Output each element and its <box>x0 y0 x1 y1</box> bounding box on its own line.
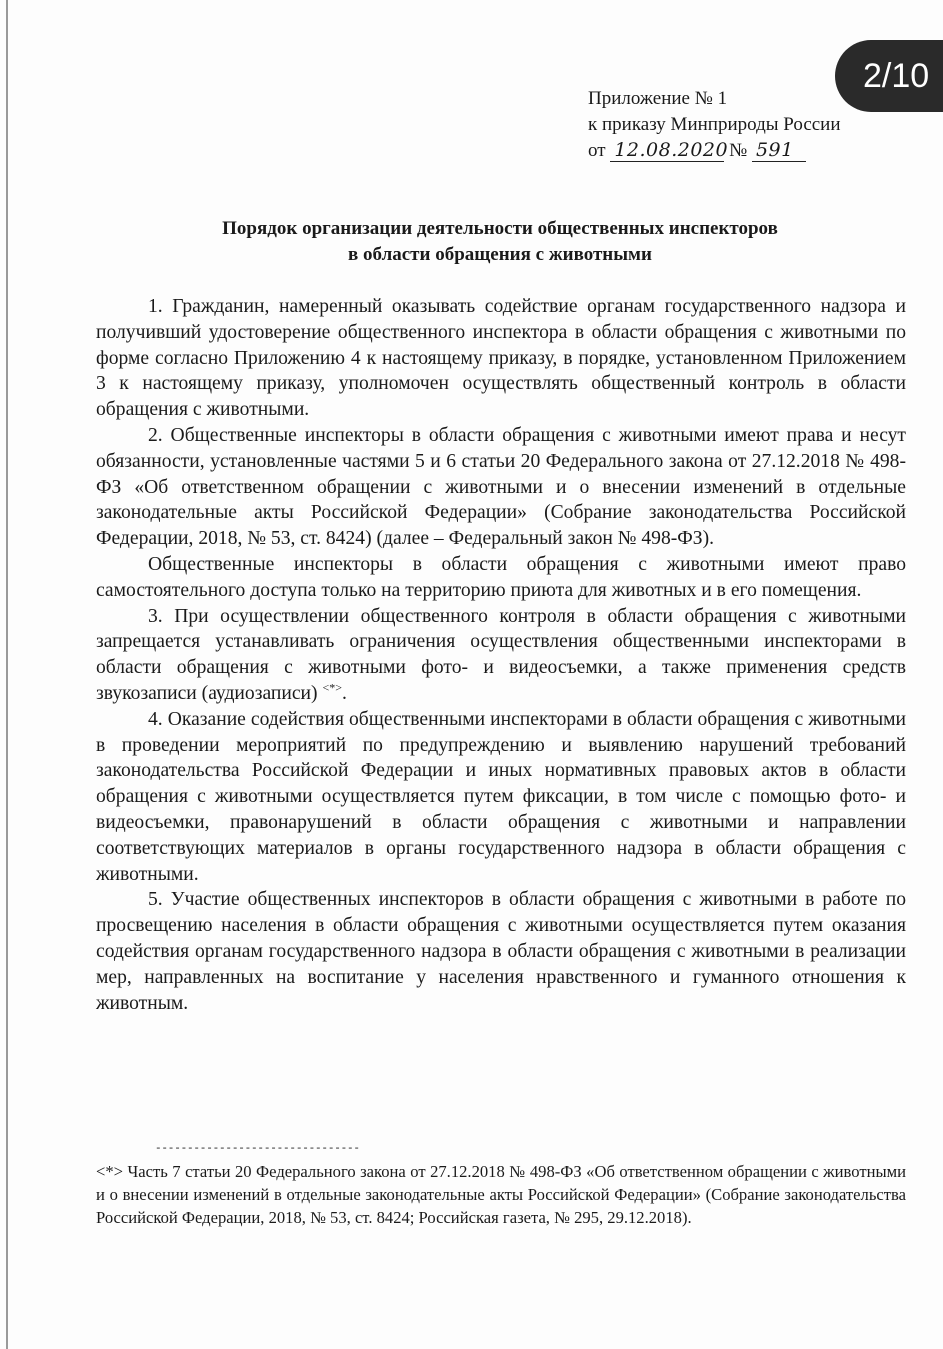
handwritten-number: 591 <box>752 139 806 162</box>
appendix-line-1: Приложение № 1 <box>588 88 728 109</box>
page-counter-badge <box>835 40 943 112</box>
paragraph-2b: Общественные инспекторы в области обращения с животными имеют право самостоятельного доступа только на территорию приюта для животных и в его помещения. <box>96 553 906 601</box>
paragraph-2: 2. Общественные инспекторы в области обращения с животными имеют права и несут обязанности, установленные частями 5 и 6 статьи 20 Федерального закона от 27.12.2018 № 498-ФЗ «Об ответственном обращении с животными и о внесении изменений в отдельные законодательные акты Российской Федерации» (Собрание законодательства Российской Федерации, 2018, № 53, ст. 8424) (далее – Федеральный закон № 498-ФЗ). <box>96 424 906 550</box>
paragraph-4: 4. Оказание содействия общественными инспекторами в области обращения с животными в проведении мероприятий по предупреждению и выявлению нарушений требований законодательства Российской Федерации и иных нормативных правовых актов в области обращения с животными осуществляется путем фиксации, в том числе с помощью фото- и видеосъемки, правонарушений в области обращения с животными и направлении соответствующих материалов в органы государственного надзора в области обращения с животными. <box>96 708 906 885</box>
handwritten-date: 12.08.2020 <box>610 139 724 162</box>
paragraph-3-end: . <box>342 682 347 704</box>
title-line-1: Порядок организации деятельности общественных инспекторов <box>222 218 778 239</box>
footnote-reference: <*> <box>322 680 343 695</box>
number-sign: № <box>729 140 748 161</box>
appendix-header <box>588 86 841 164</box>
footnote-separator: -------------------------------- <box>155 1143 360 1155</box>
title-line-2: в области обращения с животными <box>348 244 652 265</box>
appendix-line-3 <box>588 138 841 164</box>
page-edge <box>6 0 8 1349</box>
paragraph-3-text: 3. При осуществлении общественного контроля в области обращения с животными запрещается устанавливать ограничения осуществления общественными инспекторами в области обращения с животными фото- и видеосъемки, а также применения средств звукозаписи (аудиозаписи) <box>96 605 906 704</box>
from-prefix: от <box>588 140 606 161</box>
paragraph-5: 5. Участие общественных инспекторов в области обращения с животными в работе по просвещению населения в области обращения с животными осуществляется путем оказания содействия органам государственного надзора в области обращения с животными в реализации мер, направленных на воспитание у населения нравственного и гуманного отношения к животным. <box>96 889 906 1014</box>
appendix-line-2: к приказу Минприроды России <box>588 114 841 135</box>
page-counter-text: 2/10 <box>863 57 930 95</box>
document-title <box>100 216 900 268</box>
document-body <box>96 294 906 1016</box>
paragraph-3 <box>96 604 906 707</box>
paragraph-1: 1. Гражданин, намеренный оказывать содействие органам государственного надзора и получивший удостоверение общественного инспектора в области обращения с животными по форме согласно Приложению 4 к настоящему приказу, в порядке, установленном Приложением 3 к настоящему приказу, уполномочен осуществлять общественный контроль в области обращения с животными. <box>96 296 906 421</box>
footnote: <*> Часть 7 статьи 20 Федерального закона от 27.12.2018 № 498-ФЗ «Об ответственном обращении с животными и о внесении изменений в отдельные законодательные акты Российской Федерации» (Собрание законодательства Российской Федерации, 2018, № 53, ст. 8424; Российская газета, № 295, 29.12.2018). <box>96 1162 906 1227</box>
